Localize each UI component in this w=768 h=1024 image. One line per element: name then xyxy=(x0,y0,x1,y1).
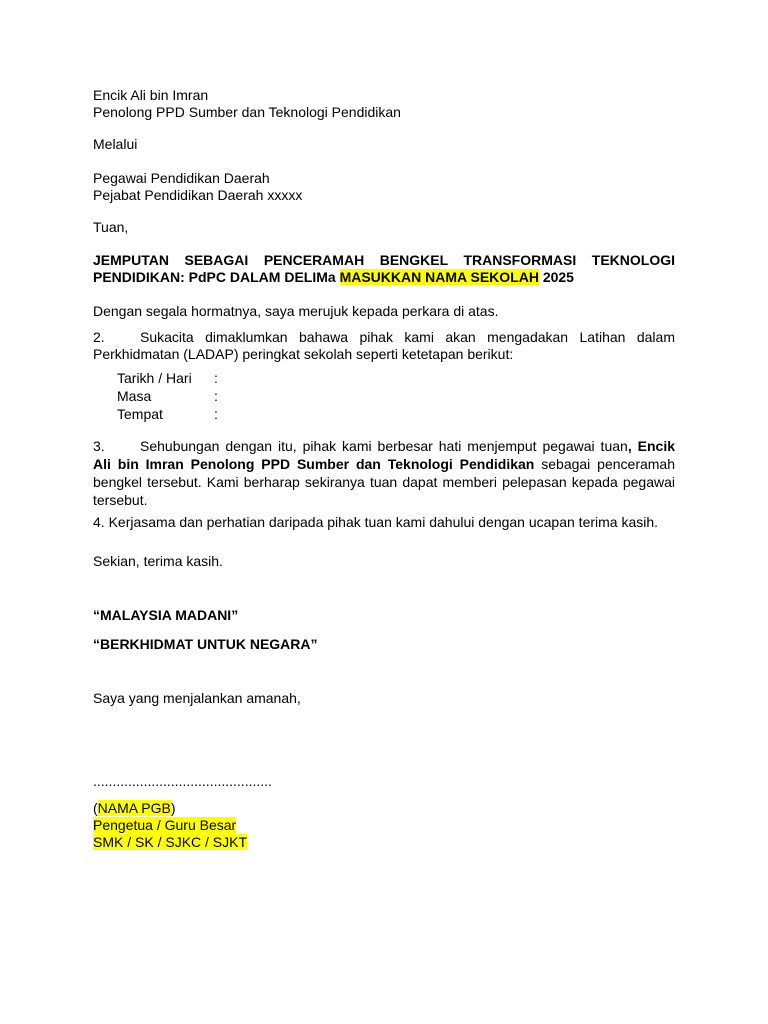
signatory-title: Pengetua / Guru Besar xyxy=(93,817,237,833)
signatory-name: NAMA PGB xyxy=(97,800,171,816)
signatory-block xyxy=(93,800,675,851)
opening-line: Dengan segala hormatnya, saya merujuk kepada perkara di atas. xyxy=(93,303,499,319)
paragraph-2-number: 2. xyxy=(93,329,105,345)
signature-line: .............................................. xyxy=(93,773,272,789)
closing-line: Sekian, terima kasih. xyxy=(93,553,223,569)
detail-label: Tempat xyxy=(117,406,163,422)
paragraph-3 xyxy=(93,437,675,509)
paragraph-3-text-end: sebagai penceramah bengkel tersebut. Kami berharap sekiranya tuan dapat memberi pelepasan kepada pegawai tersebut. xyxy=(93,456,676,508)
invitee-name: , Encik Ali bin Imran Penolong PPD Sumber dan Teknologi Pendidikan xyxy=(93,438,675,472)
details-list xyxy=(93,370,675,424)
subject-text: JEMPUTAN SEBAGAI PENCERAMAH BENGKEL TRANSFORMASI TEKNOLOGI PENDIDIKAN: PdPC DALAM DELIMa xyxy=(93,252,675,285)
detail-colon: : xyxy=(214,406,218,422)
motto-berkhidmat: “BERKHIDMAT UNTUK NEGARA” xyxy=(93,636,318,652)
via-label: Melalui xyxy=(93,136,138,152)
detail-label: Tarikh / Hari xyxy=(117,370,192,386)
detail-colon: : xyxy=(214,388,218,404)
via-office: Pejabat Pendidikan Daerah xxxxx xyxy=(93,187,303,203)
recipient-name: Encik Ali bin Imran xyxy=(93,87,209,103)
open-paren: ( xyxy=(93,800,98,816)
subject-heading xyxy=(93,252,675,286)
salutation: Tuan, xyxy=(93,219,129,235)
paragraph-3-text: Sehubungan dengan itu, pihak kami berbesar hati menjemput pegawai tuan xyxy=(140,438,628,454)
motto-malaysia-madani: “MALAYSIA MADANI” xyxy=(93,607,239,623)
paragraph-3-number: 3. xyxy=(93,438,105,454)
detail-row-date xyxy=(93,370,675,388)
sign-off: Saya yang menjalankan amanah, xyxy=(93,690,301,706)
paragraph-2-text: Sukacita dimaklumkan bahawa pihak kami akan mengadakan Latihan dalam Perkhidmatan (LADAP) peringkat sekolah seperti ketetapan berikut: xyxy=(93,329,675,362)
signatory-name-line xyxy=(93,800,675,817)
signatory-school-type: SMK / SK / SJKC / SJKT xyxy=(93,834,248,850)
detail-label: Masa xyxy=(117,388,152,404)
detail-row-venue xyxy=(93,406,675,424)
recipient-block xyxy=(93,87,675,121)
detail-colon: : xyxy=(214,370,218,386)
detail-row-time xyxy=(93,388,675,406)
school-name-placeholder: MASUKKAN NAMA SEKOLAH xyxy=(339,269,539,285)
paragraph-4: 4. Kerjasama dan perhatian daripada pihak tuan kami dahului dengan ucapan terima kasih. xyxy=(93,514,659,530)
paragraph-2 xyxy=(93,329,675,363)
via-block xyxy=(93,170,675,204)
recipient-position: Penolong PPD Sumber dan Teknologi Pendidikan xyxy=(93,104,401,120)
subject-year: 2025 xyxy=(538,269,574,285)
via-officer: Pegawai Pendidikan Daerah xyxy=(93,170,270,186)
close-paren: ) xyxy=(170,800,176,816)
